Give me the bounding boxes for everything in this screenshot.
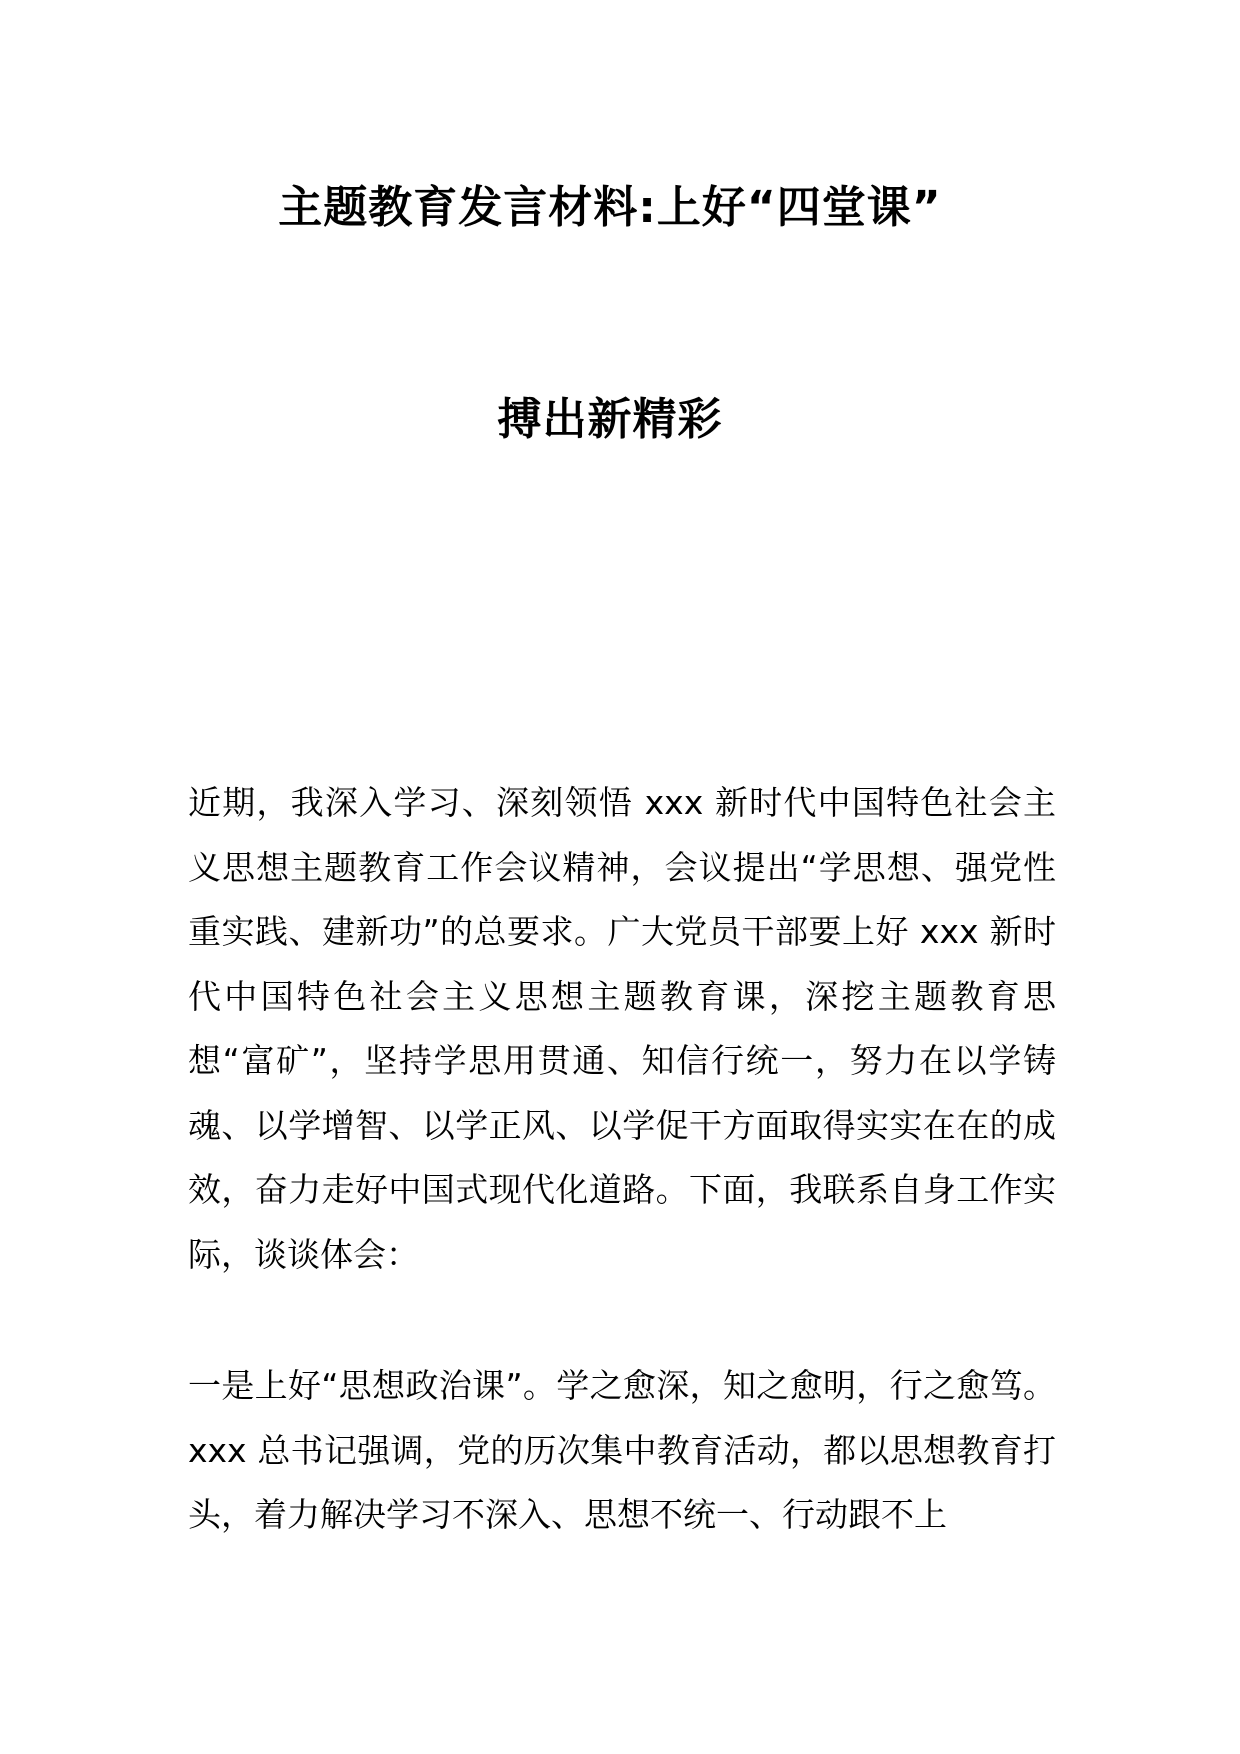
- body-paragraph-1: 近期，我深入学习、深刻领悟 xxx 新时代中国特色社会主义思想主题教育工作会议精神，会议提出“学思想、强党性重实践、建新功”的总要求。广大党员干部要上好 xxx 新时代中国特色社会主义思想主题教育课，深挖主题教育思想“富矿”，坚持学思用贯通、知信行统一，努力在以学铸魂、以学增智、以学正风、以学促干方面取得实实在在的成效，奋力走好中国式现代化道路。下面，我联系自身工作实际，谈谈体会：: [188, 783, 1056, 1274]
- document-title-line-2: 搏出新精彩: [497, 394, 723, 445]
- body-paragraph-2: 一是上好“思想政治课”。学之愈深，知之愈明，行之愈笃。xxx 总书记强调，党的历次集中教育活动，都以思想教育打头，着力解决学习不深入、思想不统一、行动跟不上: [188, 1366, 1056, 1534]
- document-title-line-1: 主题教育发言材料:上好“四堂课”: [278, 182, 942, 233]
